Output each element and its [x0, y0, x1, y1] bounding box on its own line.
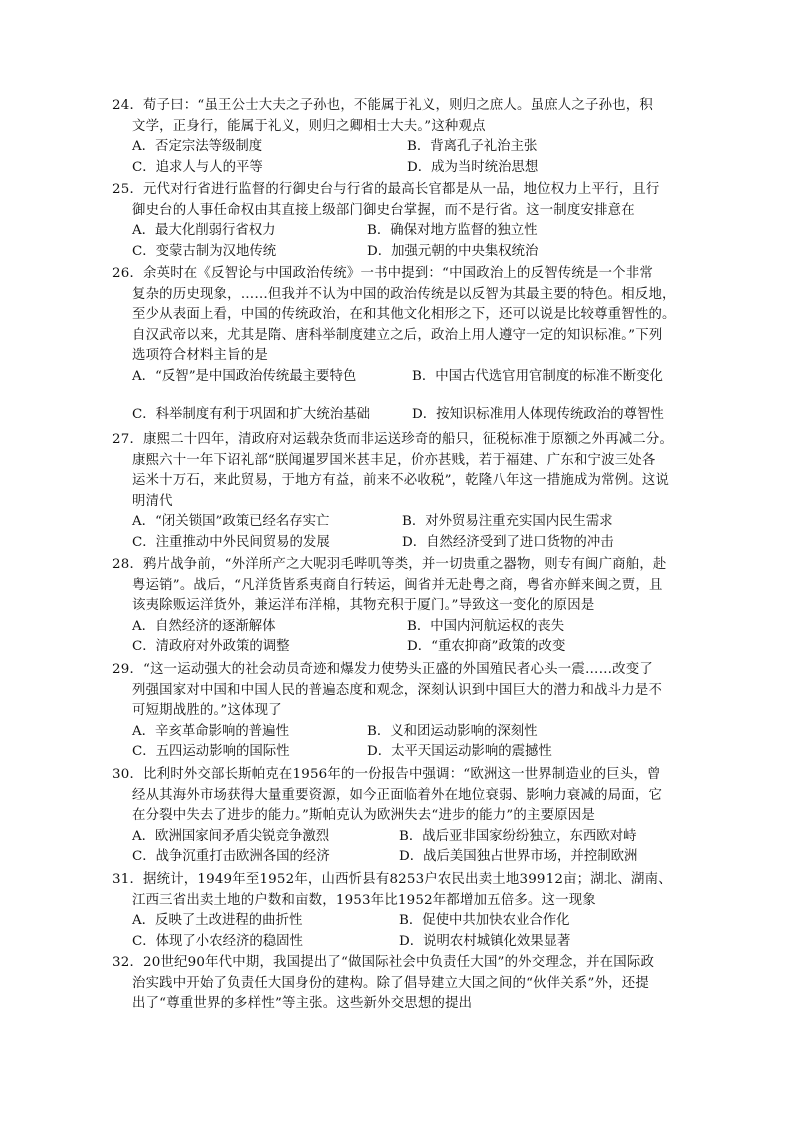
options-row	[112, 722, 692, 743]
question-text: 康熙六十一年下诏礼部“朕闻暹罗国米甚丰足，价亦甚贱，若于福建、广东和宁波三处各	[132, 452, 656, 468]
option-a[interactable]: A．否定宗法等级制度	[132, 139, 263, 154]
option-d[interactable]: D．说明农村城镇化效果显著	[399, 933, 571, 949]
question-text: 在分裂中失去了进步的能力。”斯帕克认为欧洲失去“进步的能力”的主要原因是	[132, 808, 595, 823]
question-number: 28．	[112, 557, 144, 572]
question-text: 至少从表面上看，中国的传统政治，在和其他文化相形之下，还可以说是比较尊重智性的。	[132, 307, 676, 322]
question-number: 25．	[112, 182, 144, 197]
question-number: 30．	[112, 767, 144, 782]
option-b[interactable]: B．促使中共加快农业合作化	[399, 913, 570, 928]
option-d[interactable]: D．成为当时统治思想	[407, 159, 539, 175]
option-d[interactable]: D．“重农抑商”政策的改变	[407, 639, 566, 654]
question-number: 29．	[112, 662, 144, 677]
option-b[interactable]: B．对外贸易注重充实国内民生需求	[402, 514, 613, 529]
question-number: 31．	[112, 872, 144, 887]
question-29	[112, 660, 692, 763]
options-row	[112, 158, 692, 179]
question-number: 27．	[112, 432, 144, 447]
question-text: 江西三省出卖土地的户数和亩数，1953年比1952年都增加五倍多。这一现象	[132, 892, 596, 908]
options-row	[112, 405, 692, 426]
question-text: 自汉武帝以来，尤其是隋、唐科举制度建立之后，政治上用人遵守一定的知识标准。”下列	[132, 327, 663, 343]
question-number: 32．	[112, 955, 144, 970]
options-row	[112, 533, 692, 554]
question-text: 明清代	[132, 493, 173, 509]
question-24	[112, 96, 692, 178]
question-text: 选项符合材料主旨的是	[132, 348, 268, 363]
option-c[interactable]: C．战争沉重打击欧洲各国的经济	[132, 849, 330, 864]
question-text: 该夷除贩运洋货外，兼运洋布洋棉，其物充积于厦门。”导致这一变化的原因是	[132, 598, 595, 613]
options-row	[112, 742, 692, 763]
options-row	[112, 637, 692, 658]
options-row	[112, 512, 692, 533]
question-31	[112, 870, 692, 952]
option-b[interactable]: B．确保对地方监督的独立性	[367, 223, 538, 238]
option-b[interactable]: B．战后亚非国家纷纷独立，东西欧对峙	[399, 828, 637, 844]
question-text: 运米十万石，来此贸易，于地方有益，前来不必收税”，乾隆八年这一措施成为常例。这说	[132, 473, 670, 488]
question-27	[112, 430, 692, 553]
question-30	[112, 765, 692, 868]
options-row	[112, 617, 692, 638]
option-d[interactable]: D．加强元朝的中央集权统治	[367, 243, 539, 259]
options-row	[112, 367, 692, 388]
question-32	[112, 953, 692, 1015]
options-row	[112, 242, 692, 263]
option-c[interactable]: C．变蒙古制为汉地传统	[132, 243, 277, 259]
question-text: 荀子曰：“虽王公士大夫之子孙也，不能属于礼义，则归之庶人。虽庶人之子孙也，积	[143, 98, 653, 113]
option-d[interactable]: D．自然经济受到了进口货物的冲击	[402, 534, 614, 550]
option-d[interactable]: D．战后美国独占世界市场，并控制欧洲	[399, 849, 638, 864]
question-26	[112, 264, 692, 426]
question-text: 元代对行省进行监督的行御史台与行省的最高长官都是从一品，地位权力上平行，且行	[143, 182, 660, 197]
question-text: 治实践中开始了负责任大国身份的建构。除了倡导建立大国之间的“伙伴关系”外，还提	[132, 975, 649, 991]
question-text: 比利时外交部长斯帕克在1956年的一份报告中强调：“欧洲这一世界制造业的巨头，曾	[143, 767, 661, 782]
option-b[interactable]: B．中国古代选官用官制度的标准不断变化	[412, 368, 663, 384]
option-a[interactable]: A．“闭关锁国”政策已经名存实亡	[132, 514, 330, 529]
question-text: 鸦片战争前，“外洋所产之大呢羽毛哔叽等类，并一切贵重之器物，则专有闽广商舶，赴	[143, 557, 667, 572]
question-text: 康熙二十四年，清政府对运载杂货而非运送珍奇的船只，征税标准于原额之外再减二分。	[143, 432, 674, 447]
question-text: 20世纪90年代中期，我国提出了“做国际社会中负责任大国”的外交理念，并在国际政	[143, 955, 655, 970]
option-a[interactable]: A．自然经济的逐渐解体	[132, 618, 276, 634]
question-text: 文学，正身行，能属于礼义，则归之卿相士大夫。”这种观点	[132, 118, 486, 134]
options-row	[112, 932, 692, 953]
option-c[interactable]: C．注重推动中外民间贸易的发展	[132, 534, 330, 550]
option-d[interactable]: D．按知识标准用人体现传统政治的尊智性	[412, 407, 664, 422]
question-text: 列强国家对中国和中国人民的普遍态度和观念，深刻认识到中国巨大的潜力和战斗力是不	[132, 682, 663, 698]
options-row	[112, 827, 692, 848]
option-a[interactable]: A．反映了土改进程的曲折性	[132, 913, 303, 928]
question-text: 出了“尊重世界的多样性”等主张。这些新外交思想的提出	[132, 996, 473, 1011]
option-c[interactable]: C．清政府对外政策的调整	[132, 639, 290, 654]
question-28	[112, 555, 692, 658]
question-text: “这一运动强大的社会动员奇迹和爆发力使势头正盛的外国殖民者心头一震……改变了	[143, 662, 653, 677]
option-c[interactable]: C．科举制度有利于巩固和扩大统治基础	[132, 407, 370, 422]
question-text: 复杂的历史现象，……但我并不认为中国的政治传统是以反智为其最主要的特色。相反地，	[132, 286, 676, 302]
option-a[interactable]: A．“反智”是中国政治传统最主要特色	[132, 368, 357, 384]
option-b[interactable]: B．义和团运动影响的深刻性	[367, 723, 538, 739]
option-a[interactable]: A．欧洲国家间矛盾尖锐竞争激烈	[132, 828, 330, 844]
options-row	[112, 911, 692, 932]
option-c[interactable]: C．五四运动影响的国际性	[132, 744, 290, 759]
option-c[interactable]: C．体现了小农经济的稳固性	[132, 933, 303, 949]
question-text: 粤运销”。战后，“凡洋货皆系夷商自行转运，闽省并无赴粤之商，粤省亦鲜来闽之贾，且	[132, 577, 663, 593]
question-number: 26．	[112, 266, 144, 281]
option-b[interactable]: B．中国内河航运权的丧失	[407, 618, 565, 634]
question-text: 据统计，1949年至1952年，山西忻县有8253户农民出卖土地39912亩；湖北、湖南、	[143, 872, 672, 887]
option-d[interactable]: D．太平天国运动影响的震撼性	[367, 744, 552, 759]
question-number: 24．	[112, 98, 144, 113]
option-b[interactable]: B．背离孔子礼治主张	[407, 139, 538, 154]
question-text: 经从其海外市场获得大量重要资源，如今正面临着外在地位衰弱、影响力衰减的局面，它	[132, 787, 663, 803]
option-a[interactable]: A．最大化削弱行省权力	[132, 223, 276, 238]
option-c[interactable]: C．追求人与人的平等	[132, 159, 263, 175]
question-25	[112, 180, 692, 262]
options-row	[112, 847, 692, 868]
options-row	[112, 137, 692, 158]
option-a[interactable]: A．辛亥革命影响的普遍性	[132, 723, 289, 739]
question-text: 余英时在《反智论与中国政治传统》一书中提到：“中国政治上的反智传统是一个非常	[143, 266, 653, 281]
question-text: 御史台的人事任命权由其直接上级部门御史台掌握，而不是行省。这一制度安排意在	[132, 202, 635, 218]
question-text: 可短期战胜的。”这体现了	[132, 703, 282, 718]
options-row	[112, 221, 692, 242]
